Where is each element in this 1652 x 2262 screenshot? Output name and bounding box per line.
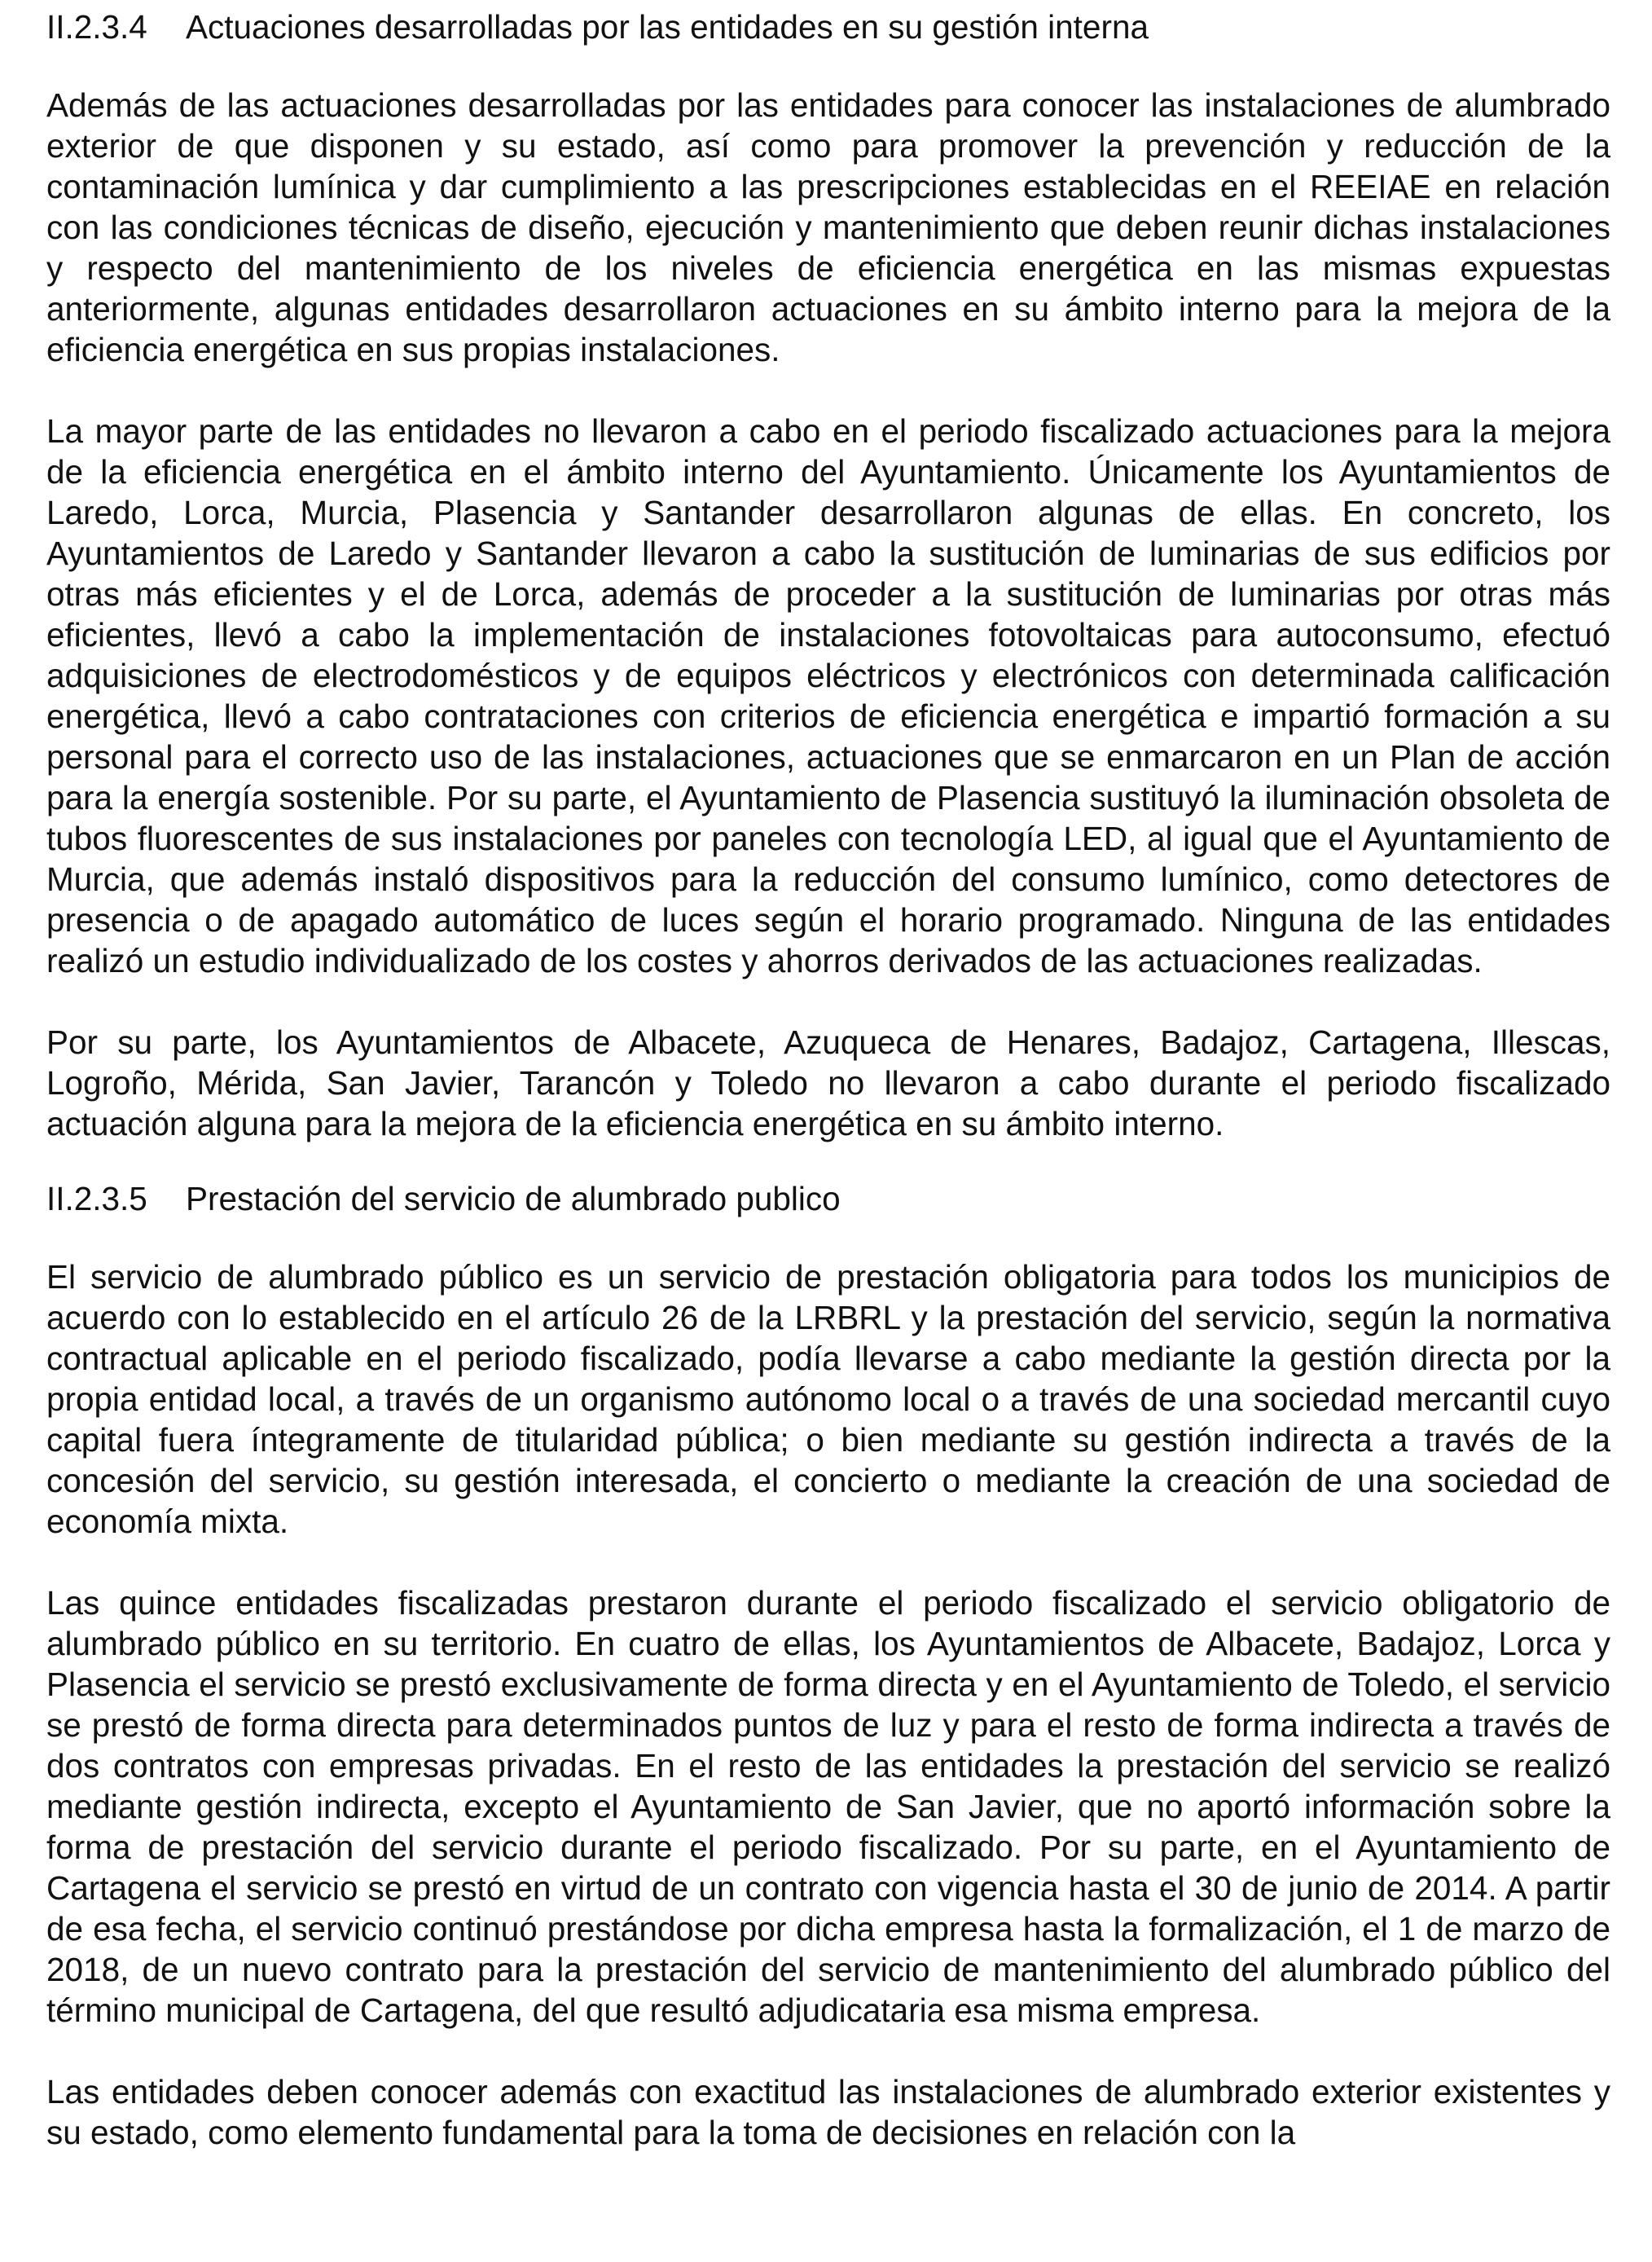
section-title: Prestación del servicio de alumbrado publico [186,1180,841,1217]
section-number: II.2.3.4 [46,8,147,46]
body-paragraph: Por su parte, los Ayuntamientos de Albacete, Azuqueca de Henares, Badajoz, Cartagena, Illescas, Logroño, Mérida, San Javier, Tarancón y Toledo no llevaron a cabo durante el periodo fiscalizado actuación alguna para la mejora de la eficiencia energética en su ámbito interno. [46,1023,1610,1142]
section-heading [46,7,1610,47]
body-paragraph: La mayor parte de las entidades no llevaron a cabo en el periodo fiscalizado actuaciones para la mejora de la eficiencia energética en el ámbito interno del Ayuntamiento. Únicamente los Ayuntamientos de Laredo, Lorca, Murcia, Plasencia y Santander desarrollaron algunas de ellas. En concreto, los Ayuntamientos de Laredo y Santander llevaron a cabo la sustitución de luminarias de sus edificios por otras más eficientes y el de Lorca, además de proceder a la sustitución de luminarias por otras más eficientes, llevó a cabo la implementación de instalaciones fotovoltaicas para autoconsumo, efectuó adquisiciones de electrodomésticos y de equipos eléctricos y electrónicos con determinada calificación energética, llevó a cabo contrataciones con criterios de eficiencia energética e impartió formación a su personal para el correcto uso de las instalaciones, actuaciones que se enmarcaron en un Plan de acción para la energía sostenible. Por su parte, el Ayuntamiento de Plasencia sustituyó la iluminación obsoleta de tubos fluorescentes de sus instalaciones por paneles con tecnología LED, al igual que el Ayuntamiento de Murcia, que además instaló dispositivos para la reducción del consumo lumínico, como detectores de presencia o de apagado automático de luces según el horario programado. Ninguna de las entidades realizó un estudio individualizado de los costes y ahorros derivados de las actuaciones realizadas. [46,412,1610,979]
document-page [46,7,1610,2194]
body-paragraph: Las quince entidades fiscalizadas prestaron durante el periodo fiscalizado el servicio obligatorio de alumbrado público en su territorio. En cuatro de ellas, los Ayuntamientos de Albacete, Badajoz, Lorca y Plasencia el servicio se prestó exclusivamente de forma directa y en el Ayuntamiento de Toledo, el servicio se prestó de forma directa para determinados puntos de luz y para el resto de forma indirecta a través de dos contratos con empresas privadas. En el resto de las entidades la prestación del servicio se realizó mediante gestión indirecta, excepto el Ayuntamiento de San Javier, que no aportó información sobre la forma de prestación del servicio durante el periodo fiscalizado. Por su parte, en el Ayuntamiento de Cartagena el servicio se prestó en virtud de un contrato con vigencia hasta el 30 de junio de 2014. A partir de esa fecha, el servicio continuó prestándose por dicha empresa hasta la formalización, el 1 de marzo de 2018, de un nuevo contrato para la prestación del servicio de mantenimiento del alumbrado público del término municipal de Cartagena, del que resultó adjudicataria esa misma empresa. [46,1584,1610,2029]
body-paragraph: El servicio de alumbrado público es un servicio de prestación obligatoria para todos los municipios de acuerdo con lo establecido en el artículo 26 de la LRBRL y la prestación del servicio, según la normativa contractual aplicable en el periodo fiscalizado, podía llevarse a cabo mediante la gestión directa por la propia entidad local, a través de un organismo autónomo local o a través de una sociedad mercantil cuyo capital fuera íntegramente de titularidad pública; o bien mediante su gestión indirecta a través de la concesión del servicio, su gestión interesada, el concierto o mediante la creación de una sociedad de economía mixta. [46,1258,1610,1540]
body-paragraph: Además de las actuaciones desarrolladas por las entidades para conocer las instalaciones de alumbrado exterior de que disponen y su estado, así como para promover la prevención y reducción de la contaminación lumínica y dar cumplimiento a las prescripciones establecidas en el REEIAE en relación con las condiciones técnicas de diseño, ejecución y mantenimiento que deben reunir dichas instalaciones y respecto del mantenimiento de los niveles de eficiencia energética en las mismas expuestas anteriormente, algunas entidades desarrollaron actuaciones en su ámbito interno para la mejora de la eficiencia energética en sus propias instalaciones. [46,86,1610,368]
section-number: II.2.3.5 [46,1180,147,1217]
section-prestacion-servicio-alumbrado [46,1178,1610,2153]
section-title: Actuaciones desarrolladas por las entidades en su gestión interna [186,8,1149,46]
section-actuaciones-gestion-interna [46,7,1610,1144]
body-paragraph: Las entidades deben conocer además con exactitud las instalaciones de alumbrado exterior existentes y su estado, como elemento fundamental para la toma de decisiones en relación con la [46,2073,1610,2151]
section-heading [46,1178,1610,1219]
